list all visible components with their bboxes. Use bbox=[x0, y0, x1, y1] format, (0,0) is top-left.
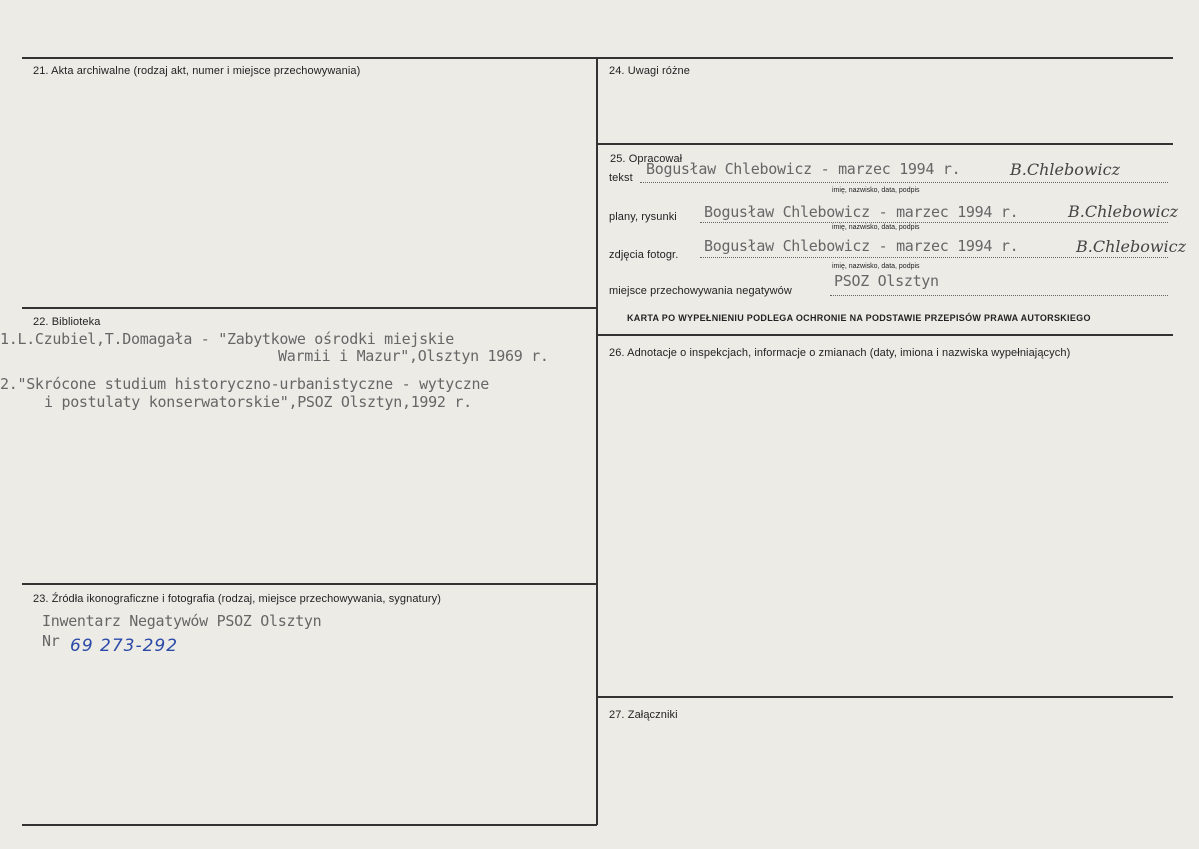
section-23-label: 23. Źródła ikonograficzne i fotografia (rodzaj, miejsce przechowywania, sygnatury) bbox=[33, 593, 442, 605]
section-27-label: 27. Załączniki bbox=[609, 709, 678, 721]
plany-dotted-line bbox=[700, 222, 1168, 223]
section-24-label: 24. Uwagi różne bbox=[609, 65, 690, 77]
divider-21-22 bbox=[22, 307, 597, 309]
zdjecia-dotted-line bbox=[700, 257, 1168, 258]
section-26-label: 26. Adnotacje o inspekcjach, informacje o zmianach (daty, imiona i nazwiska wypełniających) bbox=[609, 347, 1071, 359]
section-25-label: 25. Opracował bbox=[610, 153, 683, 165]
negatywy-label: miejsce przechowywania negatywów bbox=[609, 285, 792, 297]
tekst-hint: imię, nazwisko, data, podpis bbox=[832, 187, 920, 194]
signature-image: B.Chlebowicz bbox=[1076, 237, 1187, 256]
negative-number-value: 69 273-292 bbox=[70, 636, 179, 656]
plany-hint: imię, nazwisko, data, podpis bbox=[832, 224, 920, 231]
tekst-value: Bogusław Chlebowicz - marzec 1994 r. bbox=[646, 160, 961, 178]
bibliography-line-1: 1.L.Czubiel,T.Domagała - "Zabytkowe ośrodki miejskie bbox=[0, 330, 455, 348]
negatywy-value: PSOZ Olsztyn bbox=[834, 272, 939, 290]
divider-26-27 bbox=[596, 696, 1173, 698]
zdjecia-value: Bogusław Chlebowicz - marzec 1994 r. bbox=[704, 237, 1019, 255]
bibliography-line-4: i postulaty konserwatorskie",PSOZ Olsztyn,1992 r. bbox=[44, 393, 472, 411]
center-divider bbox=[596, 57, 598, 825]
signature-image: B.Chlebowicz bbox=[1010, 160, 1121, 179]
tekst-label: tekst bbox=[609, 172, 633, 184]
divider-24-25 bbox=[596, 143, 1173, 145]
copyright-notice: KARTA PO WYPEŁNIENIU PODLEGA OCHRONIE NA PODSTAWIE PRZEPISÓW PRAWA AUTORSKIEGO bbox=[627, 313, 1091, 323]
divider-22-23 bbox=[22, 583, 597, 585]
negatywy-dotted-line bbox=[830, 295, 1168, 296]
iconography-source: Inwentarz Negatywów PSOZ Olsztyn bbox=[42, 612, 322, 630]
bottom-border-left bbox=[22, 824, 597, 826]
negative-number-label: Nr bbox=[42, 632, 60, 650]
bibliography-line-2: Warmii i Mazur",Olsztyn 1969 r. bbox=[278, 347, 549, 365]
tekst-dotted-line bbox=[640, 182, 1168, 183]
divider-25-26 bbox=[596, 334, 1173, 336]
plany-value: Bogusław Chlebowicz - marzec 1994 r. bbox=[704, 203, 1019, 221]
plany-label: plany, rysunki bbox=[609, 211, 677, 223]
section-22-label: 22. Biblioteka bbox=[33, 316, 101, 328]
zdjecia-hint: imię, nazwisko, data, podpis bbox=[832, 263, 920, 270]
signature-image: B.Chlebowicz bbox=[1068, 202, 1179, 221]
bibliography-line-3: 2."Skrócone studium historyczno-urbanistyczne - wytyczne bbox=[0, 375, 489, 393]
zdjecia-label: zdjęcia fotogr. bbox=[609, 249, 679, 261]
section-21-label: 21. Akta archiwalne (rodzaj akt, numer i miejsce przechowywania) bbox=[33, 65, 361, 77]
